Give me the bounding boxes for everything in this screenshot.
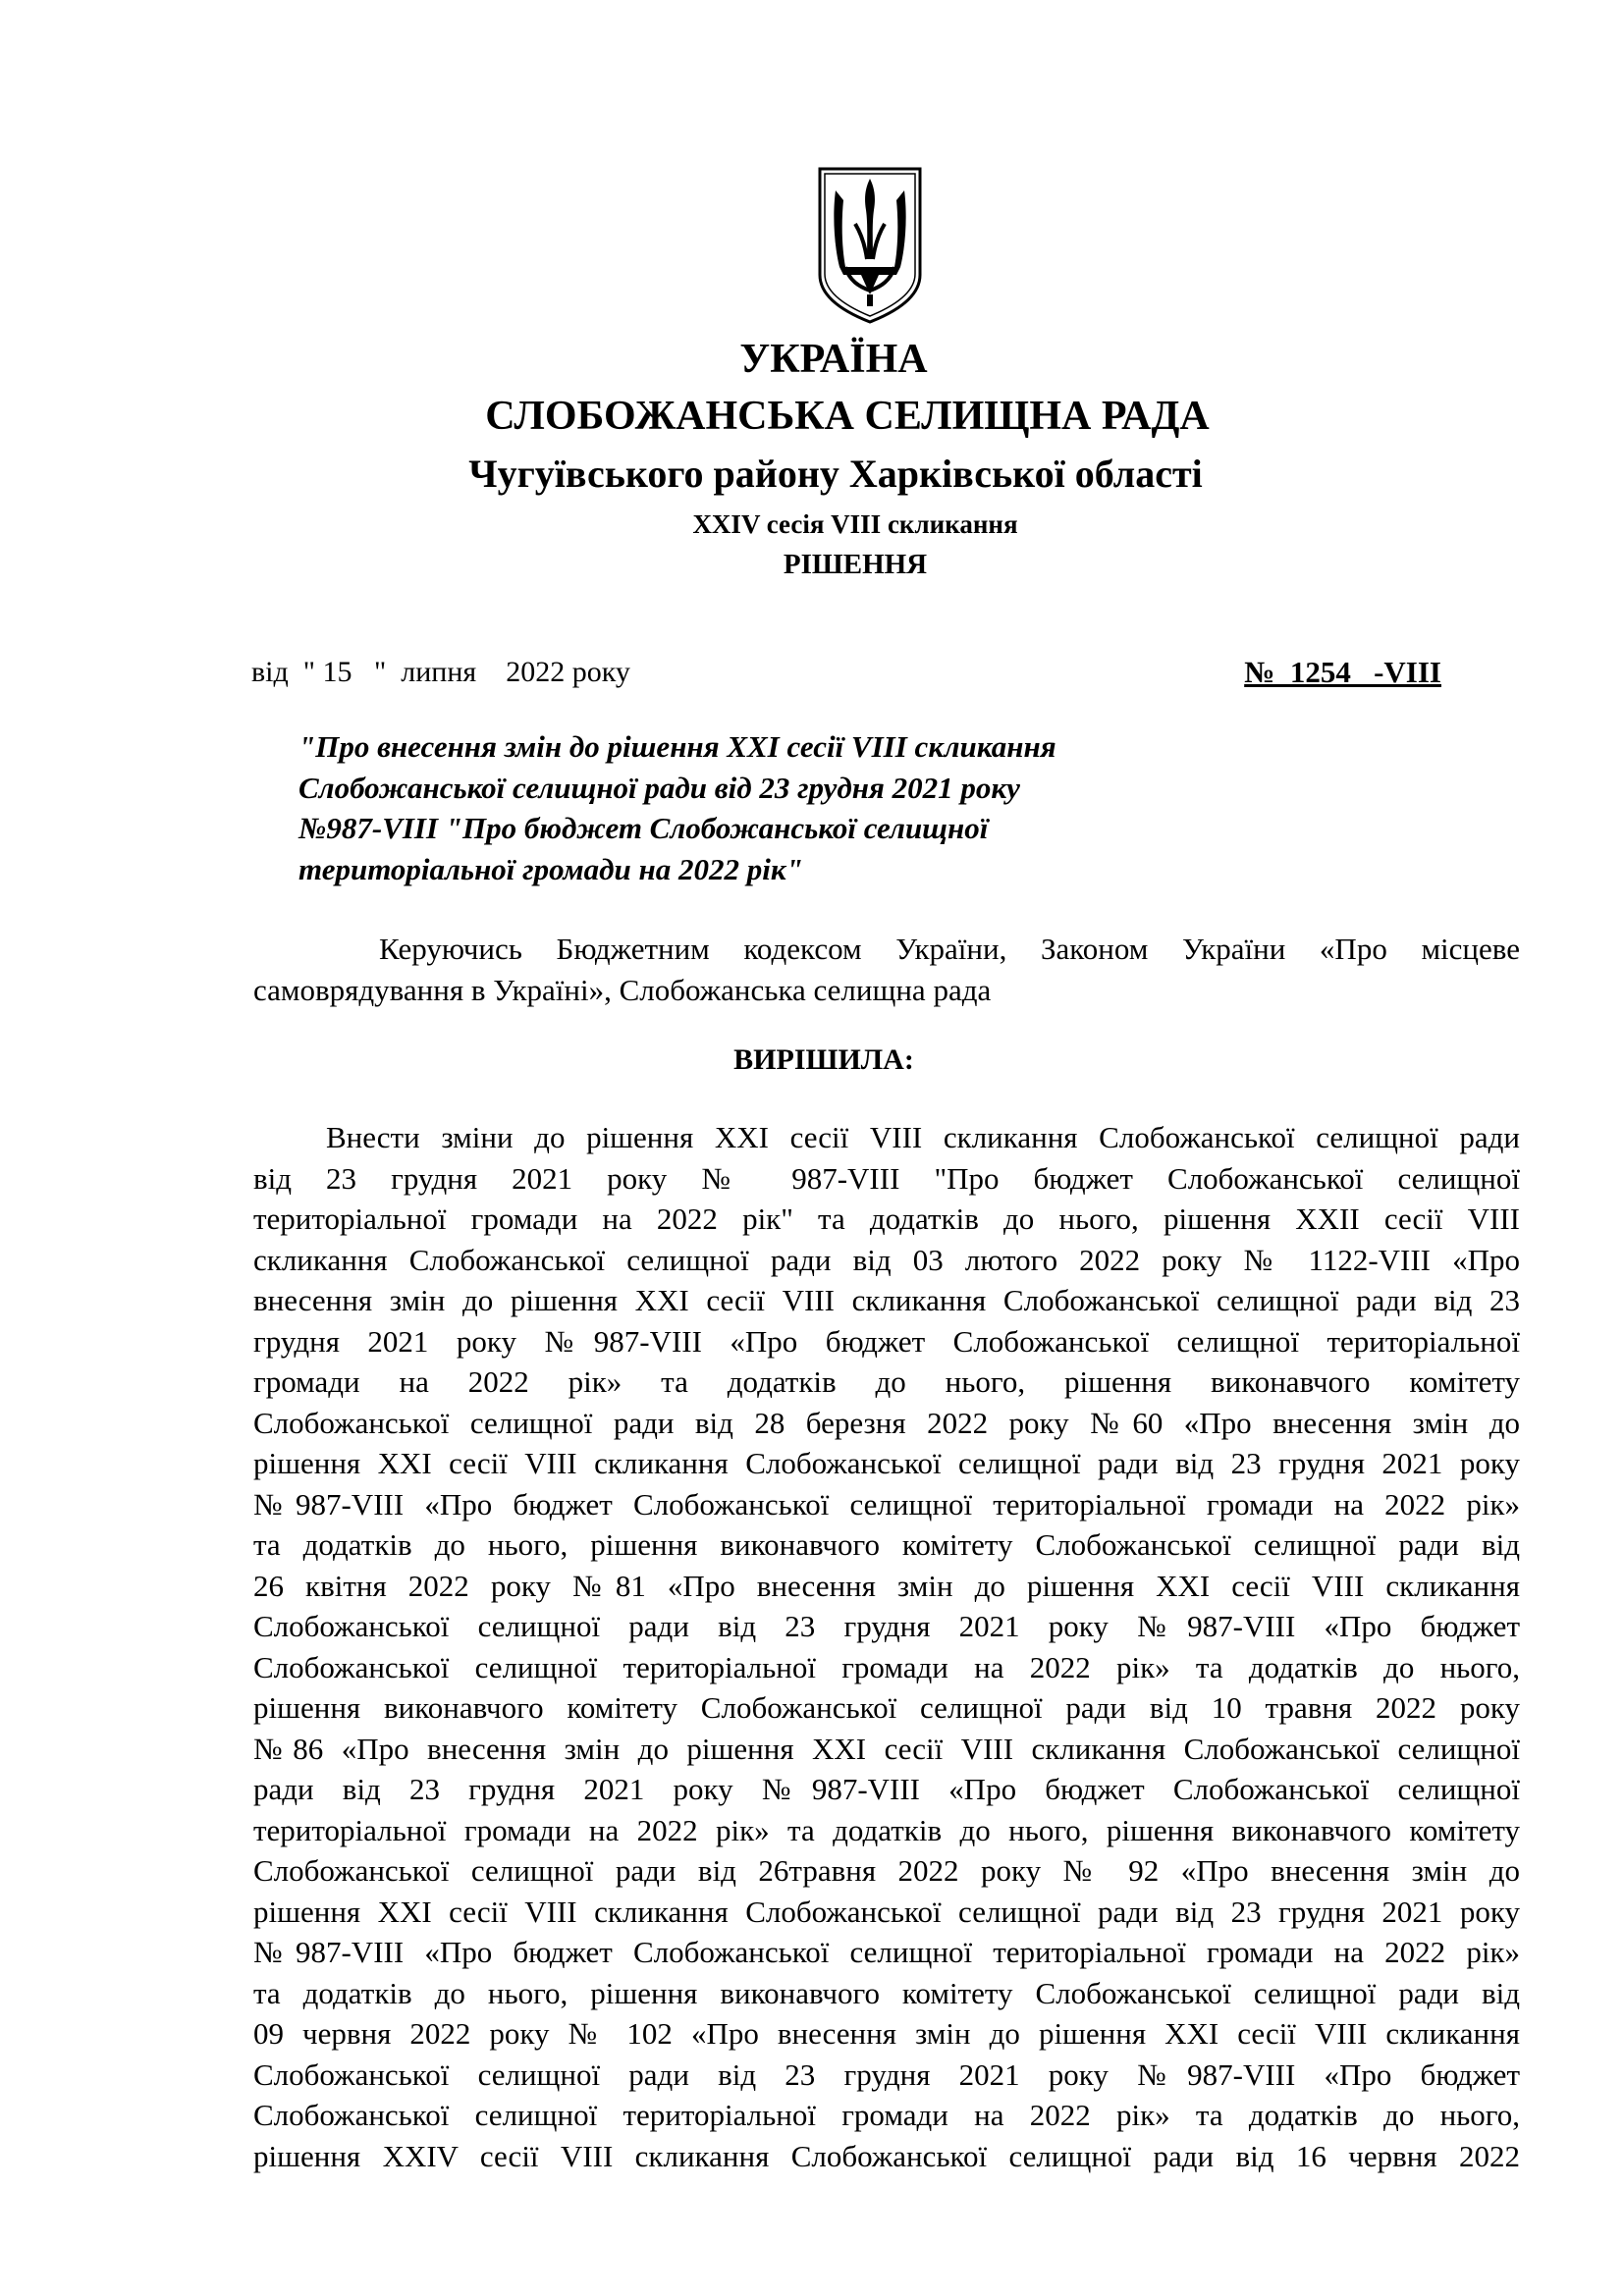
body-line: рішення виконавчого комітету Слобожанської селищної ради від 10 травня 2022 року [253, 1690, 1520, 1725]
country-heading: УКРАЇНА [739, 337, 928, 382]
body-line: Слобожанської селищної ради від 23 грудня 2021 року №987-VIII «Про бюджет [253, 1609, 1520, 1643]
body-line: територіальної громади на 2022 рік" та додатків до нього, рішення XXII сесії VIII [253, 1201, 1520, 1236]
subject-line: №987-VIII "Про бюджет Слобожанської селищної [298, 811, 989, 845]
body-line: ради від 23 грудня 2021 року №987-VIII «Про бюджет Слобожанської селищної [253, 1772, 1520, 1806]
body-line: Слобожанської селищної територіальної громади на 2022 рік» та додатків до нього, [253, 1649, 1520, 1684]
decision-heading: РІШЕННЯ [783, 549, 928, 580]
subject-line: Слобожанської селищної ради від 23 грудня 2021 року [298, 770, 1020, 805]
body-line: від 23 грудня 2021 року № 987-VIII "Про бюджет Слобожанської селищної [253, 1160, 1520, 1196]
body-line: Слобожанської селищної територіальної громади на 2022 рік» та додатків до нього, [253, 2098, 1520, 2132]
body-line: скликання Слобожанської селищної ради від 03 лютого 2022 року № 1122-VIII «Про [253, 1242, 1520, 1277]
body-line: Внести зміни до рішення XXI сесії VIII скликання Слобожанської селищної ради [326, 1120, 1520, 1154]
subject-line: "Про внесення змін до рішення XXI сесії VIII скликання [298, 729, 1056, 764]
body-line: громади на 2022 рік» та додатків до нього, рішення виконавчого комітету [253, 1364, 1520, 1399]
body-line: 26 квітня 2022 року №81 «Про внесення змін до рішення XXI сесії VIII скликання [253, 1568, 1520, 1603]
decision-number: № 1254 -VIII [1244, 655, 1441, 689]
body-line: 09 червня 2022 року № 102 «Про внесення змін до рішення XXI сесії VIII скликання [253, 2016, 1520, 2051]
resolved-heading: ВИРІШИЛА: [733, 1043, 914, 1076]
body-line: Слобожанської селищної ради від 26травня 2022 року № 92 «Про внесення змін до [253, 1853, 1520, 1888]
trident-coat-of-arms-icon [816, 165, 924, 326]
body-line: грудня 2021 року №987-VIII «Про бюджет Слобожанської селищної територіальної [253, 1323, 1520, 1359]
body-line: №987-VIII «Про бюджет Слобожанської селищної територіальної громади на 2022 рік» [253, 1486, 1520, 1522]
body-line: Слобожанської селищної ради від 28 березня 2022 року №60 «Про внесення змін до [253, 1405, 1520, 1440]
subject-line: територіальної громади на 2022 рік" [298, 851, 803, 886]
decision-date: від " 15 " липня 2022 року [251, 656, 630, 688]
body-line: Слобожанської селищної ради від 23 грудня 2021 року №987-VIII «Про бюджет [253, 2056, 1520, 2092]
decision-subject [298, 726, 1056, 889]
body-line: та додатків до нього, рішення виконавчого комітету Слобожанської селищної ради від [253, 1527, 1520, 1562]
preamble-line: Керуючись Бюджетним кодексом України, Законом України «Про місцеве [379, 932, 1520, 966]
council-heading: СЛОБОЖАНСЬКА СЕЛИЩНА РАДА [485, 394, 1210, 439]
session-heading: XXIV сесія VIII скликання [692, 509, 1018, 539]
body-line: внесення змін до рішення XXI сесії VIII скликання Слобожанської селищної ради від 23 [253, 1283, 1520, 1317]
preamble [253, 929, 1520, 1010]
body-line: рішення XXIV сесії VIII скликання Слобожанської селищної ради від 16 червня 2022 [253, 2138, 1520, 2173]
preamble-line: самоврядування в Україні», Слобожанська селищна рада [253, 972, 992, 1007]
body-line: територіальної громади на 2022 рік» та додатків до нього, рішення виконавчого комітету [253, 1812, 1520, 1847]
body-line: №987-VIII «Про бюджет Слобожанської селищної територіальної громади на 2022 рік» [253, 1935, 1520, 1969]
district-heading: Чугуївського району Харківської області [468, 452, 1203, 496]
body-line: рішення XXI сесії VIII скликання Слобожанської селищної ради від 23 грудня 2021 року [253, 1894, 1520, 1929]
decision-body [253, 1117, 1520, 2176]
body-line: №86 «Про внесення змін до рішення XXI сесії VIII скликання Слобожанської селищної [253, 1731, 1520, 1766]
body-line: рішення XXI сесії VIII скликання Слобожанської селищної ради від 23 грудня 2021 року [253, 1446, 1520, 1480]
body-line: та додатків до нього, рішення виконавчого комітету Слобожанської селищної ради від [253, 1975, 1520, 2010]
